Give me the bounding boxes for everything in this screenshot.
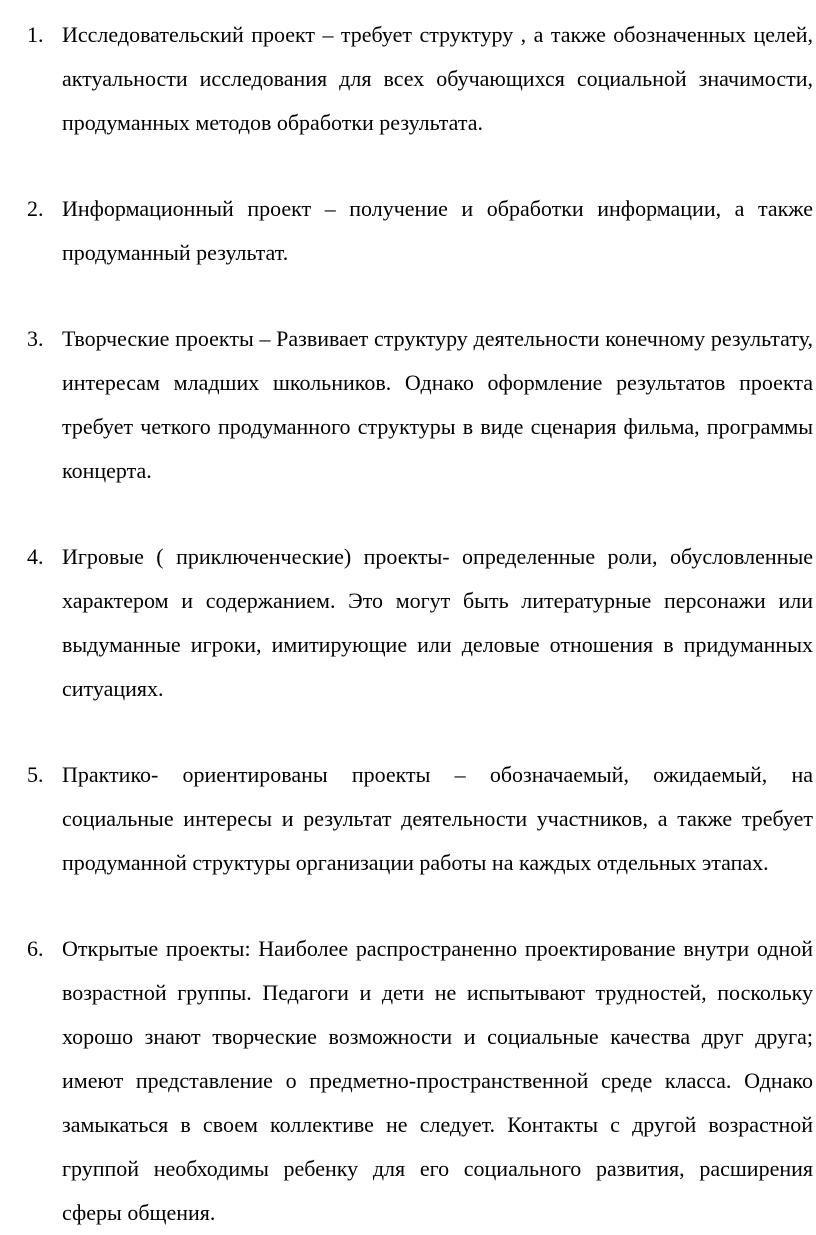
project-types-list <box>0 13 816 1235</box>
list-item <box>0 535 816 711</box>
list-item <box>0 927 816 1235</box>
list-item-number: 1. <box>27 22 44 47</box>
list-item <box>0 13 816 145</box>
list-item-text: Информационный проект – получение и обработки информации, а также продуманный результат. <box>62 196 813 265</box>
list-item <box>0 317 816 493</box>
list-item-text: Творческие проекты – Развивает структуру деятельности конечному результату, интересам младших школьников. Однако оформление результатов проекта требует четкого продуманного структуры в виде сценария фильма, программы концерта. <box>62 326 813 483</box>
list-item-text: Игровые ( приключенческие) проекты- определенные роли, обусловленные характером и содержанием. Это могут быть литературные персонажи или выдуманные игроки, имитирующие или деловые отношения в придуманных ситуациях. <box>62 544 813 701</box>
list-item-number: 3. <box>27 326 44 351</box>
list-item-number: 4. <box>27 544 44 569</box>
list-item <box>0 753 816 885</box>
list-item-number: 6. <box>27 936 44 961</box>
list-item-text: Исследовательский проект – требует структуру , а также обозначенных целей, актуальности исследования для всех обучающихся социальной значимости, продуманных методов обработки результата. <box>62 22 813 135</box>
list-item <box>0 187 816 275</box>
list-item-text: Открытые проекты: Наиболее распространенно проектирование внутри одной возрастной группы. Педагоги и дети не испытывают трудностей, поскольку хорошо знают творческие возможности и социальные качества друг друга; имеют представление о предметно-пространственной среде класса. Однако замыкаться в своем коллективе не следует. Контакты с другой возрастной группой необходимы ребенку для его социального развития, расширения сферы общения. <box>62 936 813 1225</box>
list-item-number: 2. <box>27 196 44 221</box>
list-item-number: 5. <box>27 762 44 787</box>
list-item-text: Практико- ориентированы проекты – обозначаемый, ожидаемый, на социальные интересы и результат деятельности участников, а также требует продуманной структуры организации работы на каждых отдельных этапах. <box>62 762 813 875</box>
